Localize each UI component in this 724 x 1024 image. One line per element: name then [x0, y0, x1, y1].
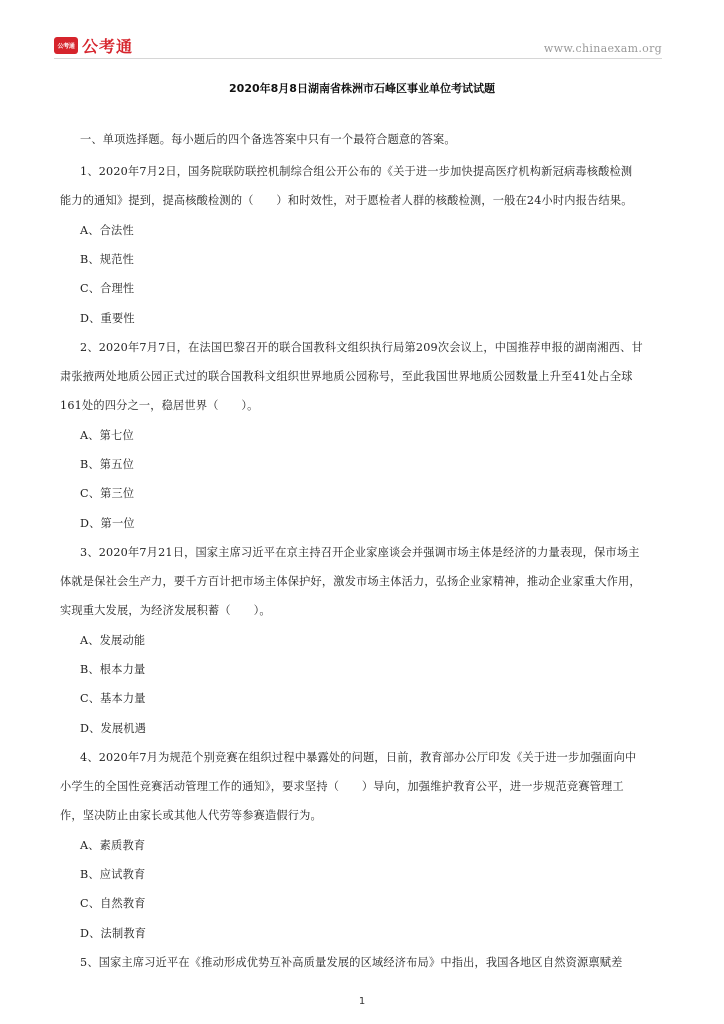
- question-4-option-d: D、法制教育: [80, 927, 147, 940]
- question-2-line-2: 肃张掖两处地质公园正式过的联合国教科文组织世界地质公园称号，至此我国世界地质公园数量上升至41处占全球: [60, 370, 633, 383]
- question-2-option-c: C、第三位: [80, 487, 135, 500]
- header-divider: [54, 58, 662, 59]
- question-3-option-c: C、基本力量: [80, 692, 146, 705]
- question-3-line-2: 体就是保社会生产力，要千方百计把市场主体保护好，激发市场主体活力，弘扬企业家精神，推动企业家重大作用，: [60, 575, 641, 588]
- question-2-option-a: A、第七位: [80, 429, 134, 442]
- question-2-option-d: D、第一位: [80, 517, 135, 530]
- section-intro: 一、单项选择题。每小题后的四个备选答案中只有一个最符合题意的答案。: [80, 133, 456, 146]
- question-3-line-3: 实现重大发展，为经济发展积蓄（ ）。: [60, 604, 271, 617]
- logo-text: 公考通: [82, 37, 134, 56]
- page-header: [0, 0, 724, 62]
- logo[interactable]: [54, 34, 133, 57]
- question-4-line-1: 4、2020年7月为规范个别竞赛在组织过程中暴露处的问题，日前，教育部办公厅印发《关于进一步加强面向中: [80, 751, 637, 764]
- question-4-option-a: A、素质教育: [80, 839, 146, 852]
- question-4-line-2: 小学生的全国性竞赛活动管理工作的通知》，要求坚持（ ）导向，加强维护教育公平，进一步规范竞赛管理工: [60, 780, 624, 793]
- logo-badge-icon: 公考通: [54, 37, 78, 54]
- document-title: 2020年8月8日湖南省株洲市石峰区事业单位考试试题: [229, 82, 495, 95]
- question-1-line-1: 1、2020年7月2日，国务院联防联控机制综合组公开公布的《关于进一步加快提高医疗机构新冠病毒核酸检测: [80, 165, 633, 178]
- question-1-line-2: 能力的通知》提到，提高核酸检测的（ ）和时效性，对于愿检者人群的核酸检测，一般在24小时内报告结果。: [60, 194, 633, 207]
- question-4-option-b: B、应试教育: [80, 868, 146, 881]
- question-1-option-b: B、规范性: [80, 253, 134, 266]
- question-2-option-b: B、第五位: [80, 458, 134, 471]
- page-number: 1: [358, 996, 366, 1007]
- question-2-line-1: 2、2020年7月7日，在法国巴黎召开的联合国教科文组织执行局第209次会议上，中国推荐申报的湖南湘西、甘: [80, 341, 643, 354]
- question-1-option-c: C、合理性: [80, 282, 135, 295]
- question-1-option-a: A、合法性: [80, 224, 134, 237]
- question-4-line-3: 作，坚决防止由家长或其他人代劳等参赛造假行为。: [60, 809, 322, 822]
- site-url[interactable]: www.chinaexam.org: [543, 42, 662, 55]
- question-3-option-b: B、根本力量: [80, 663, 146, 676]
- question-3-option-a: A、发展动能: [80, 634, 146, 647]
- question-5-line-1: 5、国家主席习近平在《推动形成优势互补高质量发展的区域经济布局》中指出，我国各地区自然资源禀赋差: [80, 956, 623, 969]
- question-1-option-d: D、重要性: [80, 312, 135, 325]
- question-2-line-3: 161处的四分之一，稳居世界（ ）。: [60, 399, 259, 412]
- question-3-line-1: 3、2020年7月21日，国家主席习近平在京主持召开企业家座谈会并强调市场主体是经济的力量表现，保市场主: [80, 546, 640, 559]
- question-4-option-c: C、自然教育: [80, 897, 146, 910]
- question-3-option-d: D、发展机遇: [80, 722, 147, 735]
